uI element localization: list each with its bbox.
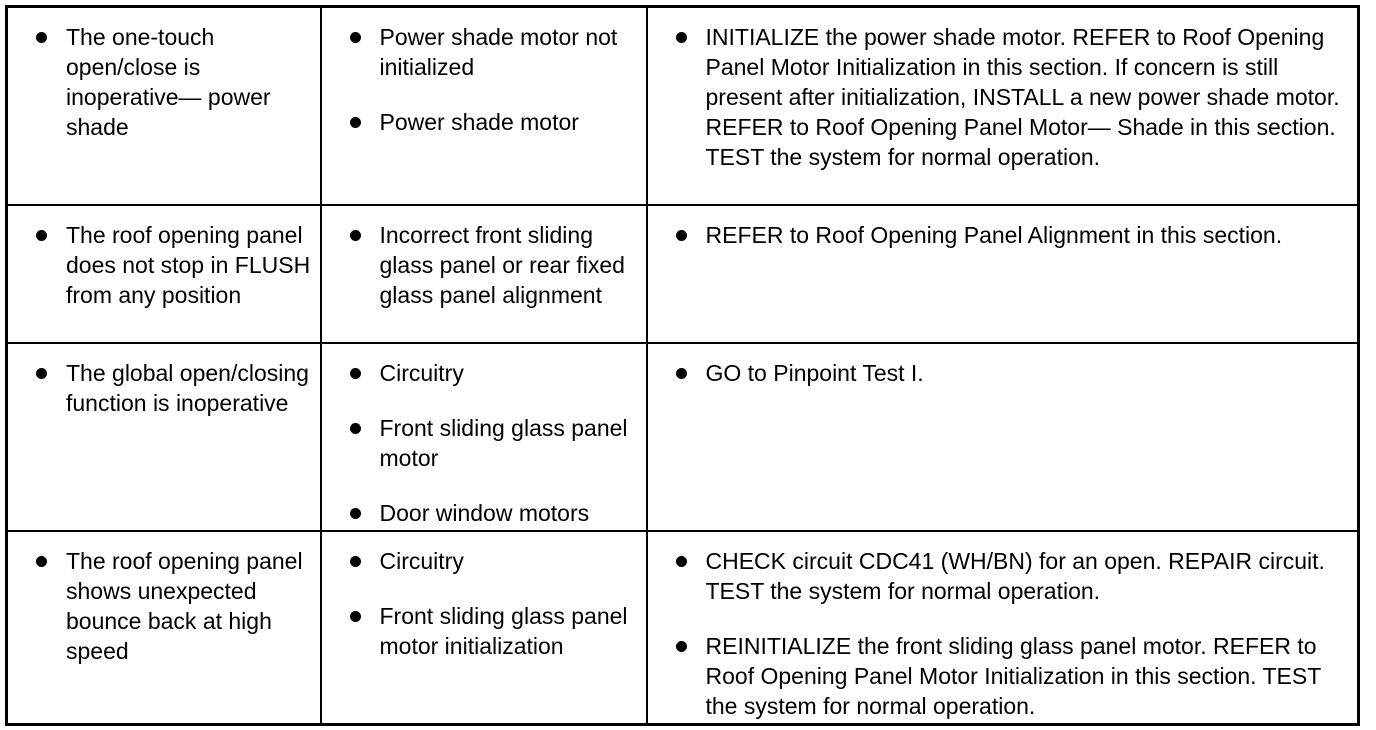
cause-text: Incorrect front sliding glass panel or rear fixed glass panel alignment: [379, 221, 625, 308]
condition-text: The roof opening panel shows unexpected bounce back at high speed: [66, 547, 303, 664]
action-cell: [647, 531, 1359, 725]
cause-text: Power shade motor: [379, 109, 579, 135]
cause-item: [322, 220, 646, 310]
diagnostic-table: [5, 5, 1360, 726]
cause-text: Circuitry: [379, 359, 464, 386]
condition-cell: [7, 531, 321, 725]
cause-text: Circuitry: [379, 547, 464, 574]
cause-item: [322, 107, 646, 137]
bullet-icon: [350, 508, 361, 519]
bullet-icon: [350, 423, 361, 434]
cause-text: Front sliding glass panel motor: [379, 414, 628, 471]
bullet-icon: [350, 556, 361, 567]
bullet-icon: [36, 368, 47, 379]
bullet-icon: [36, 230, 47, 241]
condition-item: [8, 546, 320, 666]
action-text: INITIALIZE the power shade motor. REFER to Roof Opening Panel Motor Initialization in this section. If concern is still present after initialization, INSTALL a new power shade motor. REFER to Roof Opening Panel Motor— Shade in this section. TEST the system for normal operation.: [705, 24, 1340, 170]
action-cell: [647, 7, 1359, 205]
bullet-icon: [350, 611, 361, 622]
bullet-icon: [350, 230, 361, 241]
cause-cell: [321, 205, 647, 343]
table-row: [7, 205, 1359, 343]
bullet-icon: [350, 368, 361, 379]
action-cell: [647, 343, 1359, 531]
condition-item: [8, 358, 320, 418]
cause-cell: [321, 7, 647, 205]
condition-cell: [7, 343, 321, 531]
bullet-icon: [676, 32, 687, 43]
cause-cell: [321, 343, 647, 531]
bullet-icon: [676, 368, 687, 379]
action-text: CHECK circuit CDC41 (WH/BN) for an open. REPAIR circuit. TEST the system for normal operation.: [705, 547, 1325, 604]
bullet-icon: [676, 230, 687, 241]
condition-text: The roof opening panel does not stop in FLUSH from any position: [66, 221, 311, 308]
cause-item: [322, 358, 646, 388]
table-row: [7, 531, 1359, 725]
condition-item: [8, 220, 320, 310]
action-text: REINITIALIZE the front sliding glass panel motor. REFER to Roof Opening Panel Motor Initialization in this section. TEST the system for normal operation.: [705, 632, 1321, 719]
bullet-icon: [350, 117, 361, 128]
condition-text: The global open/closing function is inoperative: [66, 359, 309, 416]
table-row: [7, 343, 1359, 531]
action-item: [648, 631, 1358, 721]
bullet-icon: [676, 556, 687, 567]
condition-text: The one-touch open/close is inoperative— power shade: [66, 24, 271, 140]
bullet-icon: [36, 556, 47, 567]
table-row: [7, 7, 1359, 205]
action-item: [648, 358, 1358, 388]
cause-text: Power shade motor not initialized: [379, 24, 618, 80]
action-text: REFER to Roof Opening Panel Alignment in this section.: [705, 221, 1283, 248]
condition-cell: [7, 7, 321, 205]
cause-text: Door window motors: [379, 499, 590, 526]
cause-item: [322, 546, 646, 576]
bullet-icon: [350, 32, 361, 43]
action-cell: [647, 205, 1359, 343]
condition-cell: [7, 205, 321, 343]
action-item: [648, 220, 1358, 250]
cause-item: [322, 498, 646, 528]
bullet-icon: [676, 641, 687, 652]
action-item: [648, 546, 1358, 606]
cause-cell: [321, 531, 647, 725]
cause-item: [322, 22, 646, 82]
action-text: GO to Pinpoint Test I.: [705, 359, 924, 386]
bullet-icon: [36, 32, 47, 43]
cause-item: [322, 413, 646, 473]
cause-text: Front sliding glass panel motor initialization: [379, 602, 628, 659]
condition-item: [8, 22, 320, 142]
action-item: [648, 22, 1358, 172]
cause-item: [322, 601, 646, 661]
